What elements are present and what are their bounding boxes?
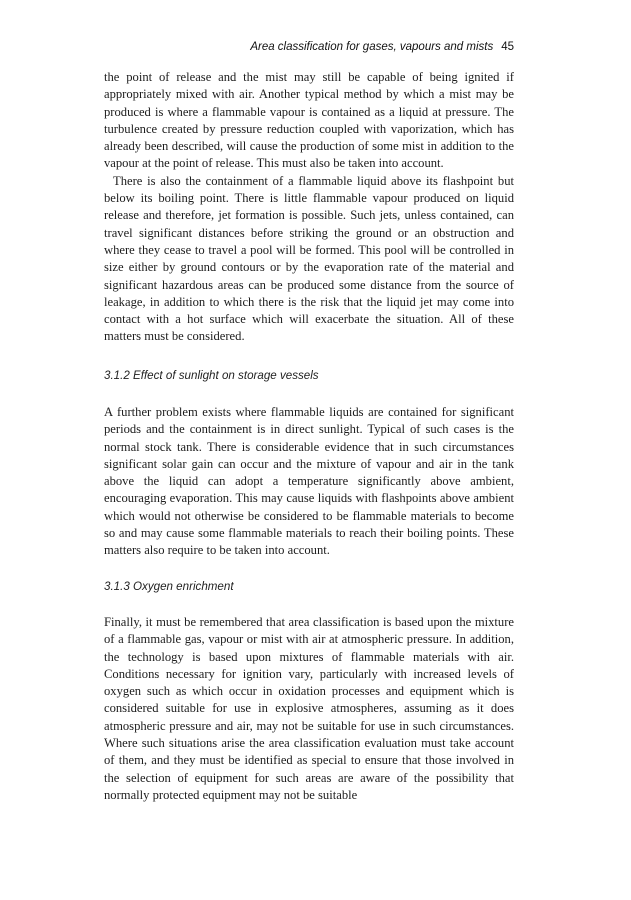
paragraph: A further problem exists where flammable liquids are contained for significant periods and the containment is in direct sunlight. Typical of such cases is the normal stock tank. There is considerable evidence that in such circumstances significant solar gain can occur and the mixture of vapour and air in the tank above the liquid can adopt a temperature significantly above ambient, encouraging evaporation. This may cause liquids with flashpoints above ambient which would not otherwise be considered to be flammable materials to become so and may cause some flammable materials to reach their boiling points. These matters also require to be taken into account. <box>104 405 514 558</box>
page-number: 45 <box>501 41 514 53</box>
paragraph: There is also the containment of a flammable liquid above its flashpoint but below its boiling point. There is little flammable vapour produced on liquid release and therefore, jet formation is possible. Such jets, unless contained, can travel significant distances before striking the ground or an obstruction and where they cease to travel a pool will be formed. This pool will be controlled in size either by ground contours or by the evaporation rate of the material and significant hazardous areas can be produced some distance from the source of leakage, in addition to which there is the risk that the liquid jet may come into contact with a hot surface which will exacerbate the situation. All of these matters must be considered. <box>104 173 514 344</box>
text-block-oxygen <box>104 614 514 804</box>
section-heading-sunlight: 3.1.2 Effect of sunlight on storage vessels <box>104 369 319 382</box>
running-title: Area classification for gases, vapours and mists <box>250 41 494 53</box>
section-heading-oxygen: 3.1.3 Oxygen enrichment <box>104 580 234 593</box>
paragraph: Finally, it must be remembered that area classification is based upon the mixture of a flammable gas, vapour or mist with air at atmospheric pressure. In addition, the technology is based upon mixtures of flammable materials with air. Conditions necessary for ignition vary, particularly with increased levels of oxygen such as which occur in oxidation processes and equipment which is considered suitable for use in explosive atmospheres, assuming as it does atmospheric pressure and air, may not be suitable for use in such circumstances. Where such situations arise the area classification evaluation must take account of them, and they must be identified as special to ensure that those involved in the selection of equipment for such areas are aware of the possibility that normally protected equipment may not be suitable <box>104 615 514 802</box>
text-block-continuation <box>104 69 514 346</box>
running-header <box>104 41 514 53</box>
text-block-sunlight <box>104 404 514 560</box>
paragraph: the point of release and the mist may still be capable of being ignited if appropriately mixed with air. Another typical method by which a mist may be produced is where a flammable vapour is contained as a liquid at pressure. The turbulence created by pressure reduction coupled with vaporization, which has already been described, will cause the production of some mist in addition to the vapour at the point of release. This must also be taken into account. <box>104 70 514 171</box>
